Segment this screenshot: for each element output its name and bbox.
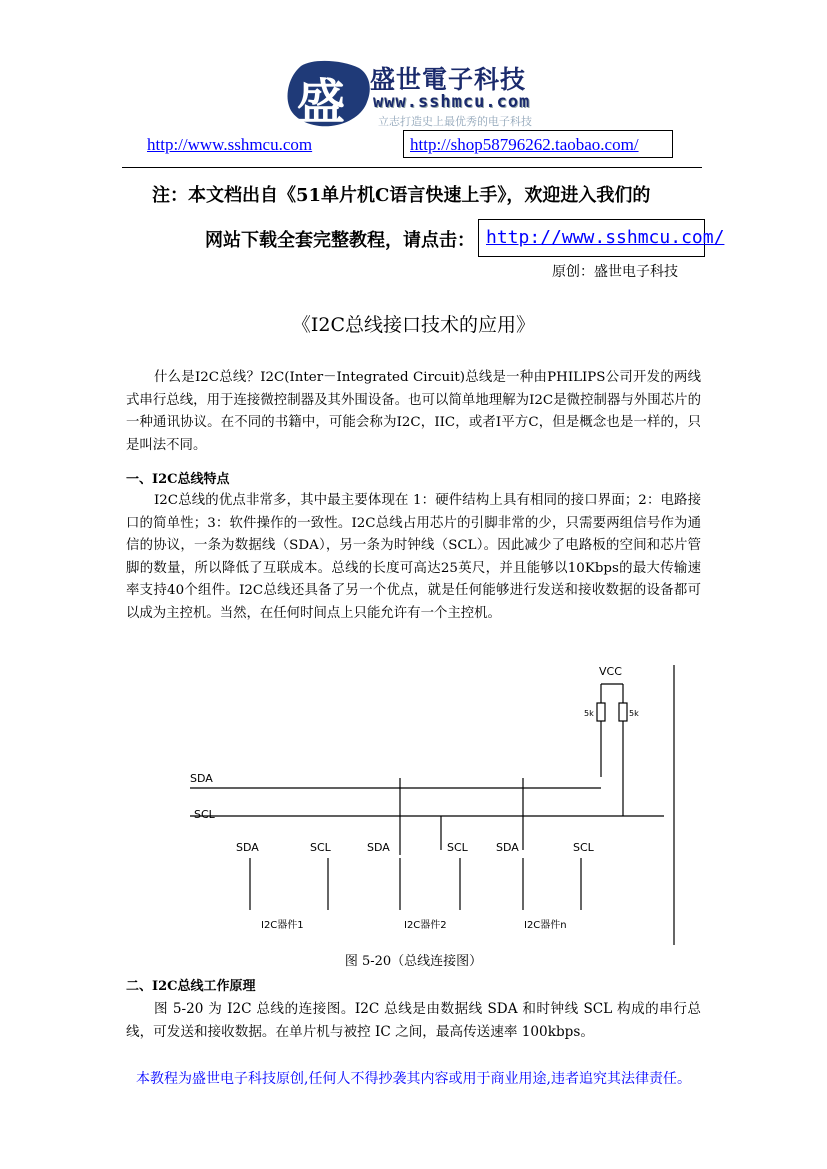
r1-label: 5k: [584, 709, 594, 718]
dev2-scl-label: SCL: [447, 841, 468, 854]
paragraph-intro: 什么是I2C总线？I2C(Inter－Integrated Circuit)总线是一种由PHILIPS公司开发的两线式串行总线，用于连接微控制器及其外围设备。也可以简单地理解为I2C是微控制器与外围芯片的一种通讯协议。在不同的书籍中，可能会称为I2C，IIC，或者I平方C，但是概念也是一样的，只是叫法不同。: [126, 370, 701, 453]
logo-company-name: 盛世電子科技: [370, 65, 527, 94]
header-divider: [122, 167, 702, 168]
dev2-sda-label: SDA: [367, 841, 390, 854]
figure-caption: 图 5-20（总线连接图）: [344, 954, 483, 969]
copyright-footer: 本教程为盛世电子科技原创,任何人不得抄袭其内容或用于商业用途,违者追究其法律责任。: [136, 1071, 691, 1087]
dev3-scl-label: SCL: [573, 841, 594, 854]
logo-website: www.sshmcu.com: [373, 92, 531, 112]
logo-slogan: 立志打造史上最优秀的电子科技: [378, 115, 532, 128]
note-line-2: 网站下载全套完整教程，请点击：: [205, 230, 475, 251]
pullup-resistor-2: [619, 703, 627, 721]
scl-line-label: SCL: [194, 808, 215, 821]
section-heading-principle: 二、I2C总线工作原理: [126, 979, 256, 994]
note-line-1: 注：本文档出自《51单片机C语言快速上手》，欢迎进入我们的: [152, 185, 651, 206]
dev3-sda-label: SDA: [496, 841, 519, 854]
vcc-label: VCC: [599, 665, 622, 678]
download-link[interactable]: http://www.sshmcu.com/: [486, 227, 725, 248]
sda-line-label: SDA: [190, 772, 213, 785]
dev1-name: I2C器件1: [261, 920, 304, 931]
website-link[interactable]: http://www.sshmcu.com: [147, 135, 313, 154]
pullup-resistor-1: [597, 703, 605, 721]
original-author: 原创：盛世电子科技: [552, 264, 678, 280]
dev3-name: I2C器件n: [524, 920, 567, 931]
shop-link[interactable]: http://shop58796262.taobao.com/: [410, 135, 639, 154]
paragraph-features: I2C总线的优点非常多，其中最主要体现在 1：硬件结构上具有相同的接口界面；2：电路接口的简单性；3：软件操作的一致性。I2C总线占用芯片的引脚非常的少，只需要两组信号作为通信的协议，一条为数据线（SDA），另一条为时钟线（SCL）。因此减少了电路板的空间和芯片管脚的数量，所以降低了互联成本。总线的长度可高达25英尺，并且能够以10Kbps的最大传输速率支持40个组件。I2C总线还具备了另一个优点，就是任何能够进行发送和接收数据的设备都可以成为主控机。当然，在任何时间点上只能允许有一个主控机。: [126, 493, 701, 621]
r2-label: 5k: [629, 709, 639, 718]
dev1-scl-label: SCL: [310, 841, 331, 854]
paragraph-principle: 图 5-20 为 I2C 总线的连接图。I2C 总线是由数据线 SDA 和时钟线 SCL 构成的串行总线，可发送和接收数据。在单片机与被控 IC 之间，最高传送速率 100kbps。: [126, 1001, 701, 1040]
dev2-name: I2C器件2: [404, 920, 447, 931]
i2c-bus-diagram: [188, 660, 678, 945]
logo-glyph: 盛: [297, 74, 346, 130]
document-title: 《I2C总线接口技术的应用》: [291, 314, 536, 336]
dev1-sda-label: SDA: [236, 841, 259, 854]
section-heading-features: 一、I2C总线特点: [126, 472, 230, 487]
